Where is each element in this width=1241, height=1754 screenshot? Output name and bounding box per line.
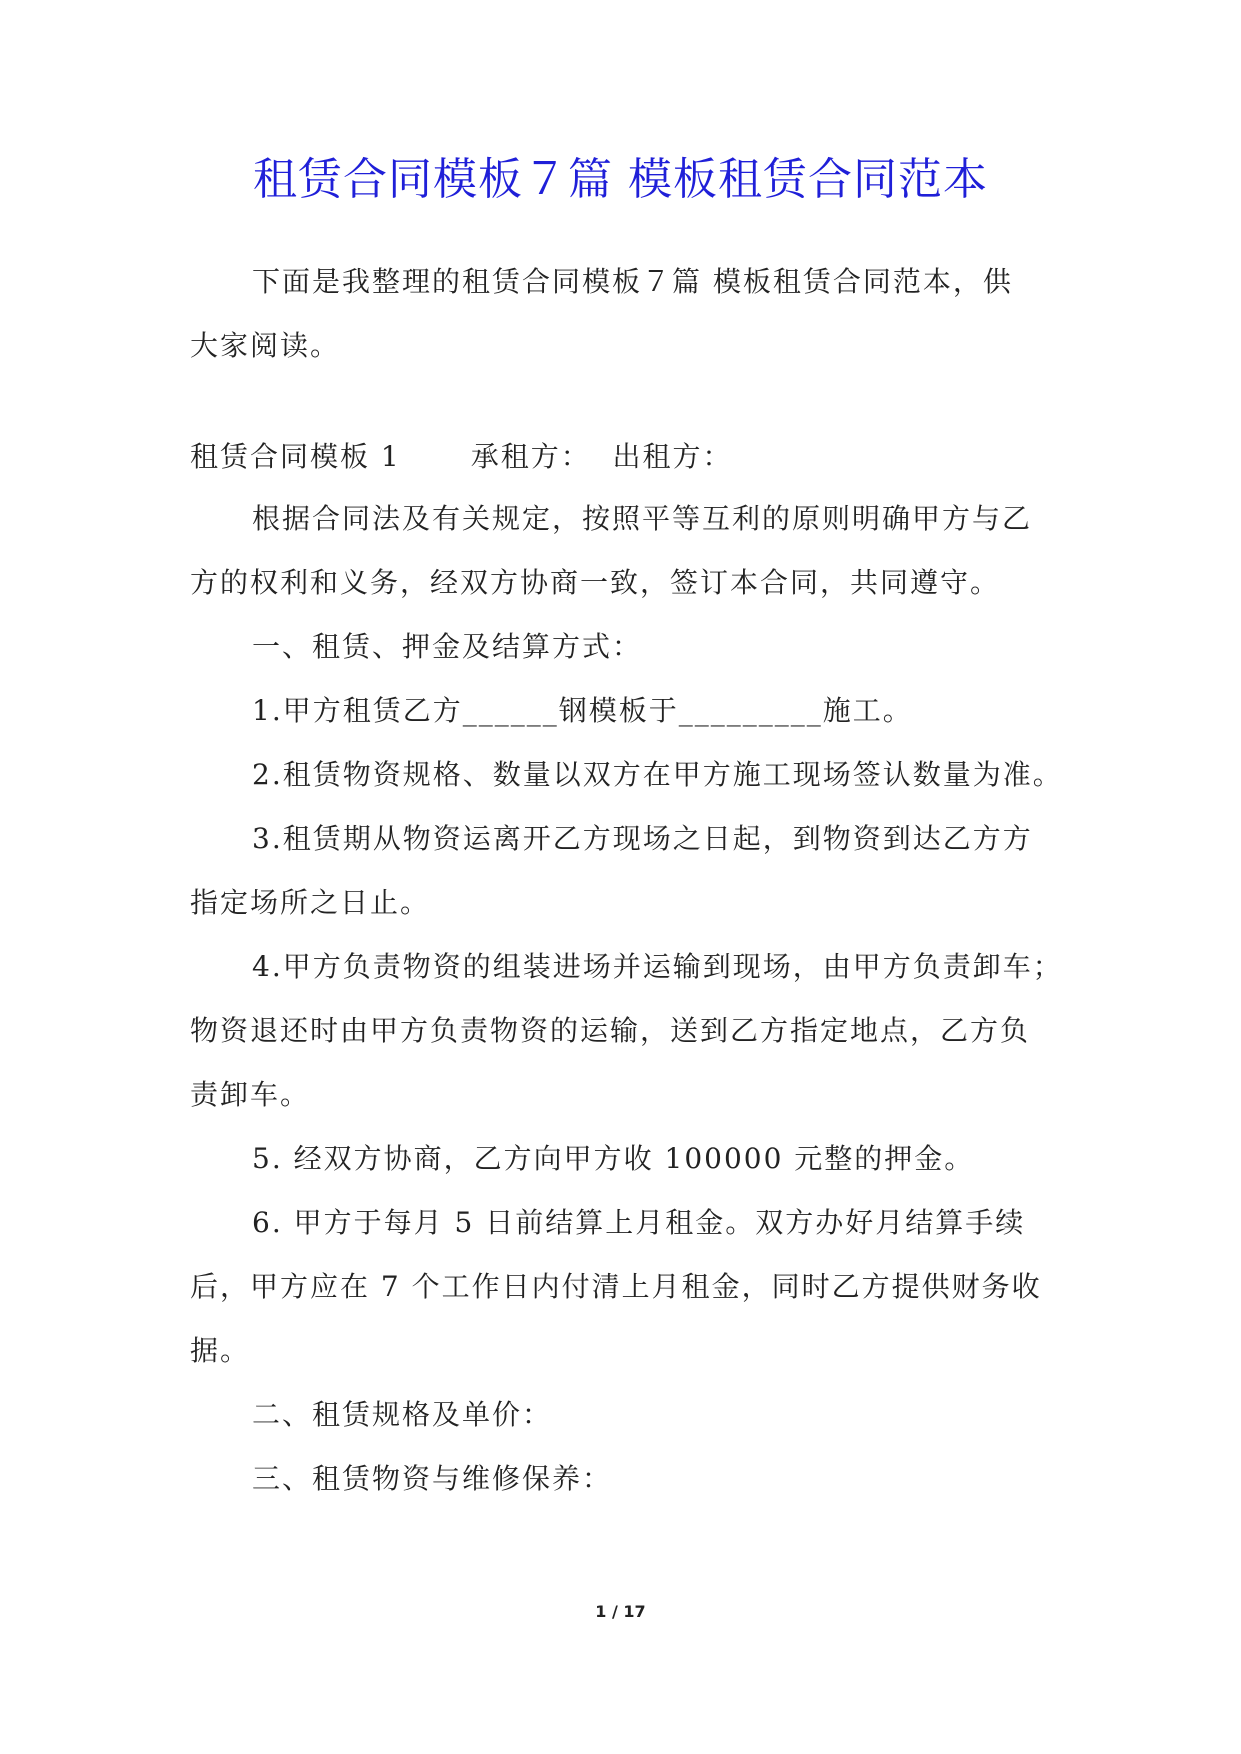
clause-item-continued: 物资退还时由甲方负责物资的运输，送到乙方指定地点，乙方负 [190, 1014, 1031, 1047]
clause-heading: 一、租赁、押金及结算方式： [252, 630, 643, 663]
clause-item-continued: 指定场所之日止。 [190, 886, 431, 919]
document-title: 租赁合同模板７篇 模板租赁合同范本 [253, 154, 988, 205]
clause-item-continued: 责卸车。 [190, 1078, 311, 1111]
clause-item: 6. 甲方于每月 5 日前结算上月租金。双方办好月结算手续 [252, 1206, 1026, 1239]
clause-heading: 二、租赁规格及单价： [252, 1398, 553, 1431]
paragraph-line: 根据合同法及有关规定，按照平等互利的原则明确甲方与乙 [252, 502, 1033, 535]
clause-item: 1.甲方租赁乙方______钢模板于_________施工。 [252, 694, 913, 727]
clause-item: 4.甲方负责物资的组装进场并运输到现场，由甲方负责卸车； [252, 950, 1063, 983]
intro-line-2: 大家阅读。 [190, 329, 341, 362]
paragraph-line: 方的权利和义务，经双方协商一致，签订本合同，共同遵守。 [190, 566, 1001, 599]
clause-item-continued: 后，甲方应在 7 个工作日内付清上月租金，同时乙方提供财务收 [190, 1270, 1042, 1303]
intro-paragraph [190, 250, 1070, 378]
clause-item: 5. 经双方协商，乙方向甲方收 100000 元整的押金。 [252, 1142, 975, 1175]
intro-line-1: 下面是我整理的租赁合同模板７篇 模板租赁合同范本，供 [252, 265, 1013, 298]
clause-item: 3.租赁期从物资运离开乙方现场之日起，到物资到达乙方方 [252, 822, 1033, 855]
page-number: 1 / 17 [595, 1602, 646, 1621]
section-heading [190, 425, 1070, 489]
lessor-label: 出租方： [612, 440, 733, 473]
clause-item: 2.租赁物资规格、数量以双方在甲方施工现场签认数量为准。 [252, 758, 1063, 791]
lessee-label: 承租方： [470, 440, 591, 473]
section-name: 租赁合同模板 1 [190, 440, 401, 473]
contract-body [190, 487, 1070, 1511]
clause-item-continued: 据。 [190, 1334, 251, 1367]
clause-heading: 三、租赁物资与维修保养： [252, 1462, 613, 1495]
